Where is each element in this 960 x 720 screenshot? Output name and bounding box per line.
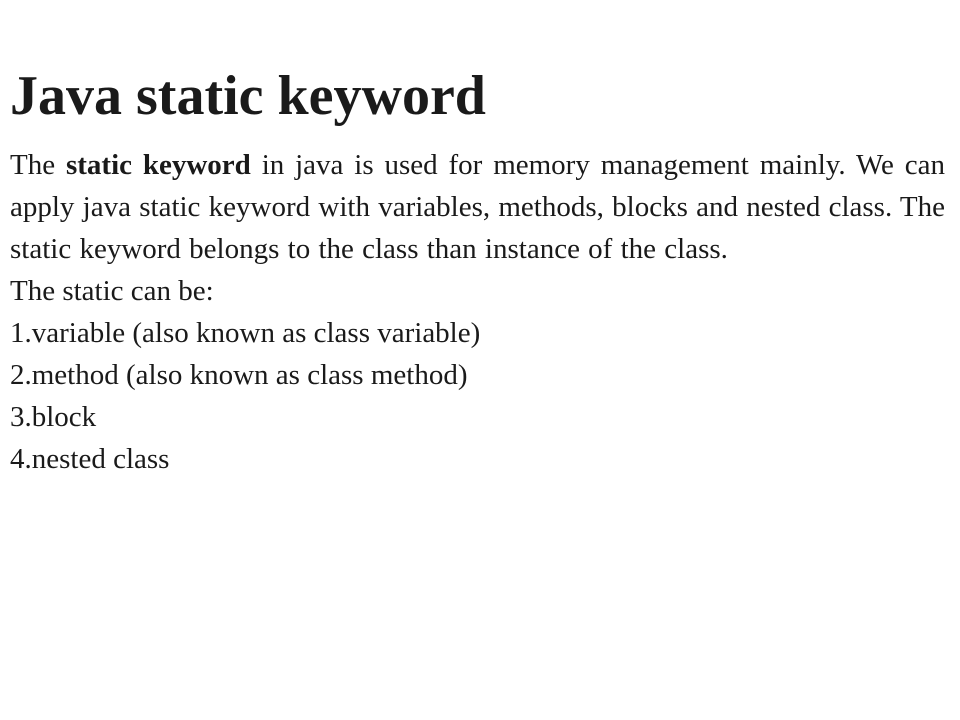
intro-paragraph bbox=[10, 144, 945, 270]
intro-bold-term: static keyword bbox=[65, 149, 251, 181]
list-item: 4.nested class bbox=[10, 443, 170, 475]
intro-suffix: in java is used for memory management mainly. We can apply java static keyword with variables, methods, blocks and nested class. The static keyword belongs to the class than instance of the class. bbox=[10, 149, 946, 265]
list-item: 3.block bbox=[10, 401, 97, 433]
list-item: 1.variable (also known as class variable) bbox=[10, 317, 481, 349]
intro-prefix: The bbox=[10, 149, 56, 181]
list-item: 2.method (also known as class method) bbox=[10, 359, 468, 391]
list-heading: The static can be: bbox=[10, 275, 214, 307]
static-kinds-list bbox=[10, 312, 945, 480]
slide-title: Java static keyword bbox=[10, 65, 486, 127]
slide-body bbox=[10, 144, 945, 480]
